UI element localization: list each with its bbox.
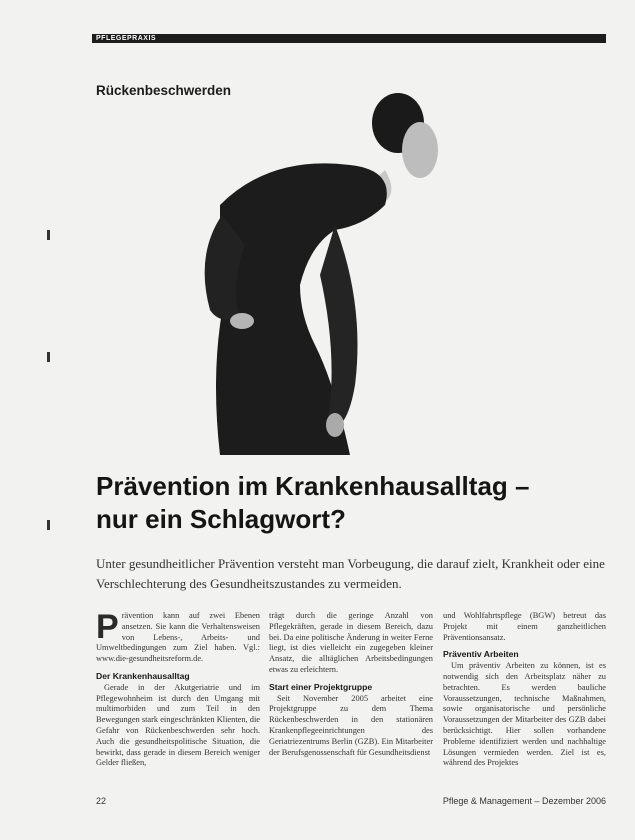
column-1 bbox=[96, 608, 260, 769]
kicker-title: Rückenbeschwerden bbox=[96, 83, 232, 98]
headline-line-1: Prävention im Krankenhausalltag – bbox=[96, 471, 530, 501]
article-headline bbox=[96, 470, 616, 536]
lead-paragraph: Unter gesundheitlicher Prävention versteht man Vorbeugung, die darauf zielt, Krankheit oder eine Verschlechterung des Gesundheitszustandes zu vermeiden. bbox=[96, 556, 605, 591]
body-paragraph: Um präventiv Arbeiten zu können, ist es notwendig sich den Arbeitsplatz näher zu betrachten. Es werden bauliche Voraussetzungen, technische Maßnahmen, sowie organisatorische und persönliche Voraussetzungen der Mitarbeiter des GZB dabei berücksichtigt. Hier sollen vorhandene Probleme identifiziert werden und nachhaltige Lösungen vermieden werden. Ziel ist es, während des Projektes bbox=[443, 661, 606, 768]
subheading-projektgruppe: Start einer Projektgruppe bbox=[269, 681, 373, 692]
binding-mark bbox=[47, 352, 50, 362]
subheading-krankenhausalltag: Der Krankenhausalltag bbox=[96, 670, 190, 681]
body-paragraph: trägt durch die geringe Anzahl von Pflegekräften, gerade in diesem Bereich, dazu bei. Da eine politische Änderung in weiter Ferne liegt, ist dies vielleicht ein zugegeben kleiner Ansatz, die alltäglichen Arbeitsbedingungen etwas zu erleichtern. bbox=[269, 611, 433, 674]
section-bar bbox=[92, 34, 606, 43]
drop-cap: P bbox=[96, 608, 119, 646]
photo-woman-back-pain-icon bbox=[150, 55, 490, 455]
binding-mark bbox=[47, 520, 50, 530]
column-2 bbox=[269, 611, 433, 758]
journal-footer: Pflege & Management – Dezember 2006 bbox=[442, 796, 606, 806]
body-paragraph: Seit November 2005 arbeitet eine Projektgruppe zu dem Thema Rückenbeschwerden in den stationären Krankenpflegeeinrichtungen des Geriatriezentrums Berlin (GZB). Ein Mitarbeiter der Berufsgenossenschaft für Gesundheitsdienst bbox=[269, 693, 433, 757]
intro-paragraph: rävention kann auf zwei Ebenen ansetzen. Sie kann die Verhaltensweisen von Lebens-, Arbeits- und Umweltbedingungen zum Ziel haben. Vgl.: www.die-gesundheitsreform.de. bbox=[96, 611, 260, 664]
binding-mark bbox=[47, 230, 50, 240]
section-label: PFLEGEPRAXIS bbox=[96, 35, 157, 42]
headline-line-2: nur ein Schlagwort? bbox=[96, 504, 346, 534]
page-number: 22 bbox=[96, 796, 107, 806]
body-paragraph: und Wohlfahrtspflege (BGW) betreut das Projekt mit einem ganzheitlichen Präventionsansatz. bbox=[443, 611, 606, 642]
column-3 bbox=[443, 611, 606, 769]
subheading-praeventiv: Präventiv Arbeiten bbox=[443, 649, 519, 660]
body-paragraph: Gerade in der Akutgeriatrie und im Pflegewohnheim ist durch den Umgang mit multimorbiden und zum Teil in den Bewegungen stark eingeschränkten Klienten, die Gefahr von Rückenbeschwerden sehr hoch. Auch die gesundheitspolitische Situation, die bewirkt, dass gerade in diesem Bereich weniger Gelder fließen, bbox=[96, 682, 260, 768]
